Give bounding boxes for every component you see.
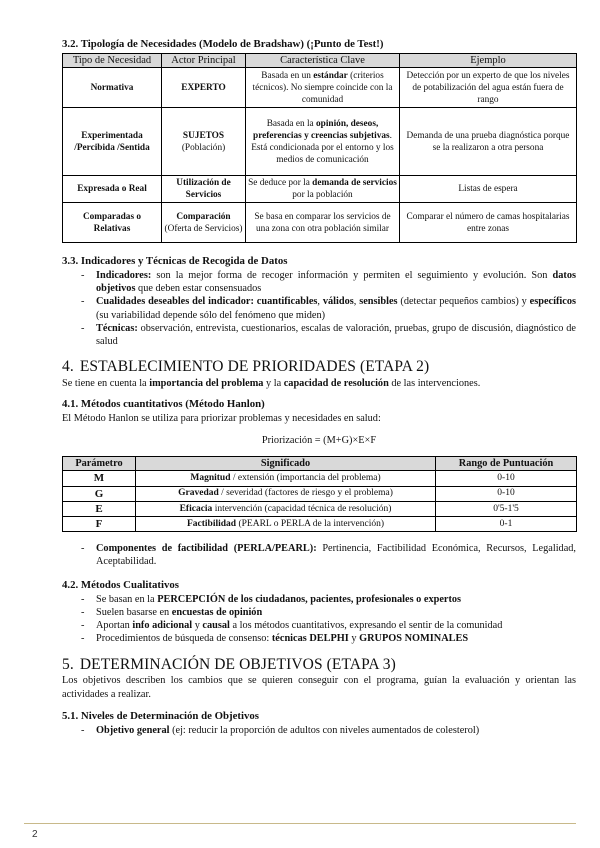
text-run-bold: importancia del problema: [149, 377, 264, 389]
document-page: [62, 38, 576, 737]
example-cell: Comparar el número de camas hospitalarias entre zonas: [400, 203, 577, 243]
need-type-cell: Normativa: [63, 68, 162, 108]
list-item: [62, 606, 576, 619]
section-5-1-title: 5.1. Niveles de Determinación de Objetivos: [62, 709, 260, 722]
list-item: [62, 322, 576, 348]
table-row: [63, 471, 577, 486]
text-run: que deben estar consensuados: [135, 283, 262, 295]
text-run-bold: estándar: [313, 70, 348, 81]
text-run-bold: Indicadores:: [96, 270, 152, 282]
text-run: a los métodos cuantitativos, expresando el sentir de la comunidad: [229, 620, 503, 632]
hanlon-formula: Priorización = (M+G)×E×F: [261, 435, 377, 447]
list-item-text: [96, 594, 461, 605]
actor-cell: [162, 203, 246, 243]
meaning-cell: [136, 516, 436, 531]
text-run: observación, entrevista, cuestionarios, escalas de valoración, pruebas, grupo de discusión, diagnóstico de salud: [96, 322, 576, 347]
list-item: [62, 269, 576, 295]
table-row: [63, 203, 577, 243]
list-item-text: [96, 270, 576, 294]
actor-cell: [162, 108, 246, 176]
list-item-text: [96, 633, 468, 644]
page-number: 2: [32, 829, 38, 840]
text-run-bold: encuestas de opinión: [171, 607, 263, 619]
actor-rest: (Población): [181, 142, 226, 153]
text-run-bold: Objetivo general: [96, 724, 170, 736]
list-item: [62, 619, 576, 632]
key-feature-cell: [246, 68, 400, 108]
text-run: Se basa en comparar los servicios de una zona con otra población similar: [254, 211, 391, 234]
text-run: Basada en un: [261, 70, 314, 81]
actor-bold: SUJETOS: [182, 130, 225, 141]
text-run: son la mejor forma de recoger información y permiten el seguimiento y evolución. Son: [151, 270, 553, 282]
hanlon-intro: El Método Hanlon se utiliza para priorizar problemas y necesidades en salud:: [62, 412, 381, 424]
example-cell: Demanda de una prueba diagnóstica porque se la realizaron a otra persona: [400, 108, 577, 176]
bradshaw-table-header: [63, 53, 577, 67]
text-run: por la población: [292, 190, 353, 201]
objectives-list: [62, 724, 576, 737]
text-run: Aportan: [96, 620, 133, 632]
text-run: Suelen basarse en: [96, 607, 172, 619]
text-run-bold: Magnitud: [190, 473, 231, 484]
text-run-bold: causal: [202, 620, 230, 632]
key-feature-cell: [246, 108, 400, 176]
text-run-bold: Gravedad: [178, 488, 219, 499]
text-run-bold: Componentes de factibilidad (PERLA/PEARL):: [96, 542, 317, 554]
section-3-3-title: 3.3. Indicadores y Técnicas de Recogida de Datos: [62, 255, 288, 268]
meaning-cell: [136, 501, 436, 516]
text-run-bold: válidos: [322, 296, 354, 308]
text-run-bold: sensibles: [359, 296, 398, 308]
text-run-bold: demanda de servicios: [312, 178, 397, 189]
key-feature-cell: [246, 176, 400, 203]
list-item-text: [96, 620, 502, 631]
hanlon-table: [62, 456, 577, 531]
text-run: (detectar pequeños cambios) y: [397, 296, 530, 308]
example-cell: Listas de espera: [400, 176, 577, 203]
table-row: [63, 516, 577, 531]
text-run: y: [192, 620, 203, 632]
hanlon-table-header: [63, 457, 577, 471]
bullet-dash: -: [81, 322, 85, 334]
actor-cell: [162, 68, 246, 108]
bullet-dash: -: [81, 542, 85, 554]
text-run: Procedimientos de búsqueda de consenso:: [96, 633, 272, 645]
text-run: Se basan en la: [96, 593, 158, 605]
section-5-heading: [62, 655, 576, 675]
actor-rest: (Oferta de Servicios): [164, 223, 243, 234]
header-cell: Rango de Puntuación: [436, 457, 577, 471]
list-item: [62, 724, 576, 737]
header-cell: Ejemplo: [400, 53, 577, 67]
list-item-text: [96, 725, 479, 736]
range-cell: 0-1: [436, 516, 577, 531]
text-run-bold: Técnicas:: [96, 322, 138, 334]
text-run: (PEARL o PERLA de la intervención): [236, 518, 385, 529]
text-run-bold: GRUPOS NOMINALES: [359, 633, 469, 645]
header-cell: Característica Clave: [246, 53, 400, 67]
key-feature-cell: [246, 203, 400, 243]
text-run: (criterios técnicos). No siempre coincide con la comunidad: [252, 70, 393, 105]
section-4-intro: [62, 377, 576, 390]
text-run-bold: PERCEPCIÓN de los ciudadanos, pacientes, profesionales o expertos: [157, 593, 462, 605]
text-run: de las intervenciones.: [388, 377, 481, 389]
heading-text: ESTABLECIMIENTO DE PRIORIDADES (ETAPA 2): [79, 358, 430, 376]
table-row: [63, 501, 577, 516]
text-run-bold: específicos: [529, 296, 576, 308]
actor-cell: [162, 176, 246, 203]
bullet-dash: -: [81, 270, 85, 282]
feasibility-list: [62, 542, 576, 568]
text-run: ,: [317, 296, 323, 308]
section-3-2-title: 3.2. Tipología de Necesidades (Modelo de Bradshaw) (¡Punto de Test!): [62, 38, 384, 50]
bullet-dash: -: [81, 620, 85, 632]
range-cell: 0'5-1'5: [436, 501, 577, 516]
heading-number: 4.: [62, 358, 74, 376]
need-type-cell: Comparadas o Relativas: [63, 203, 162, 243]
need-type-cell: Expresada o Real: [63, 176, 162, 203]
text-run-bold: Factibilidad: [186, 518, 237, 529]
list-item: [62, 542, 576, 568]
param-cell: G: [63, 486, 136, 501]
text-run-bold: info adicional: [132, 620, 193, 632]
header-cell: Parámetro: [63, 457, 136, 471]
text-run: / severidad (factores de riesgo y el problema): [218, 488, 393, 499]
heading-text: DETERMINACIÓN DE OBJETIVOS (ETAPA 3): [79, 655, 396, 673]
bullet-dash: -: [81, 724, 85, 736]
range-cell: 0-10: [436, 486, 577, 501]
text-run: Se deduce por la: [248, 178, 313, 189]
table-row: [63, 68, 577, 108]
actor-bold: EXPERTO: [181, 82, 226, 93]
text-run: Pertinencia, Factibilidad Económica, Recursos, Legalidad, Aceptabilidad.: [96, 542, 576, 567]
footer-rule: [24, 823, 576, 824]
list-item-text: [96, 296, 576, 320]
actor-bold: Utilización de Servicios: [176, 178, 231, 201]
qualitative-list: [62, 593, 576, 646]
header-cell: Tipo de Necesidad: [63, 53, 162, 67]
meaning-cell: [136, 486, 436, 501]
need-type-cell: Experimentada /Percibida /Sentida: [63, 108, 162, 176]
text-run: y la: [263, 377, 284, 389]
bullet-dash: -: [81, 296, 85, 308]
text-run: . Está condicionada por el entorno y los medios de comunicación: [251, 130, 394, 165]
param-cell: E: [63, 501, 136, 516]
header-cell: Actor Principal: [162, 53, 246, 67]
param-cell: F: [63, 516, 136, 531]
range-cell: 0-10: [436, 471, 577, 486]
bullet-dash: -: [81, 607, 85, 619]
heading-number: 5.: [62, 655, 74, 673]
section-4-1-title: 4.1. Métodos cuantitativos (Método Hanlon): [62, 398, 265, 411]
bullet-dash: -: [81, 593, 85, 605]
actor-bold: Comparación: [176, 211, 231, 222]
section-4-heading: [62, 357, 576, 377]
bullet-dash: -: [81, 633, 85, 645]
text-run-bold: opinión, deseos, preferencias y creencias subjetivas: [253, 118, 390, 141]
list-item-text: [96, 607, 262, 618]
table-row: [63, 176, 577, 203]
text-run-bold: datos objetivos: [96, 270, 576, 295]
text-run: ,: [353, 296, 360, 308]
indicators-list: [62, 269, 576, 348]
header-cell: Significado: [136, 457, 436, 471]
section-4-2-title: 4.2. Métodos Cualitativos: [62, 579, 179, 592]
table-row: [63, 108, 577, 176]
text-run: y: [348, 633, 360, 645]
list-item: [62, 593, 576, 606]
bradshaw-table: [62, 53, 577, 243]
section-5-intro: Los objetivos describen los cambios que se quieren conseguir con el programa, guían la evaluación y orientan las actividades a realizar.: [62, 675, 576, 700]
list-item-text: [96, 543, 576, 567]
meaning-cell: [136, 471, 436, 486]
list-item: [62, 295, 576, 321]
list-item-text: [96, 323, 576, 347]
text-run: Se tiene en cuenta la: [62, 377, 150, 389]
list-item: [62, 632, 576, 645]
text-run: (ej: reducir la proporción de adultos con niveles aumentados de colesterol): [169, 724, 480, 736]
text-run-bold: capacidad de resolución: [283, 377, 389, 389]
text-run: intervención (capacidad técnica de resolución): [212, 503, 392, 514]
text-run: / extensión (importancia del problema): [230, 473, 381, 484]
example-cell: Detección por un experto de que los niveles de potabilización del agua están fuera de rango: [400, 68, 577, 108]
param-cell: M: [63, 471, 136, 486]
text-run-bold: técnicas DELPHI: [271, 633, 349, 645]
text-run: (su variabilidad depende sólo del fenómeno que miden): [96, 309, 326, 321]
text-run-bold: Cualidades deseables del indicador: cuantificables: [96, 296, 318, 308]
text-run: Basada en la: [266, 118, 317, 129]
text-run-bold: Eficacia: [179, 503, 213, 514]
table-row: [63, 486, 577, 501]
